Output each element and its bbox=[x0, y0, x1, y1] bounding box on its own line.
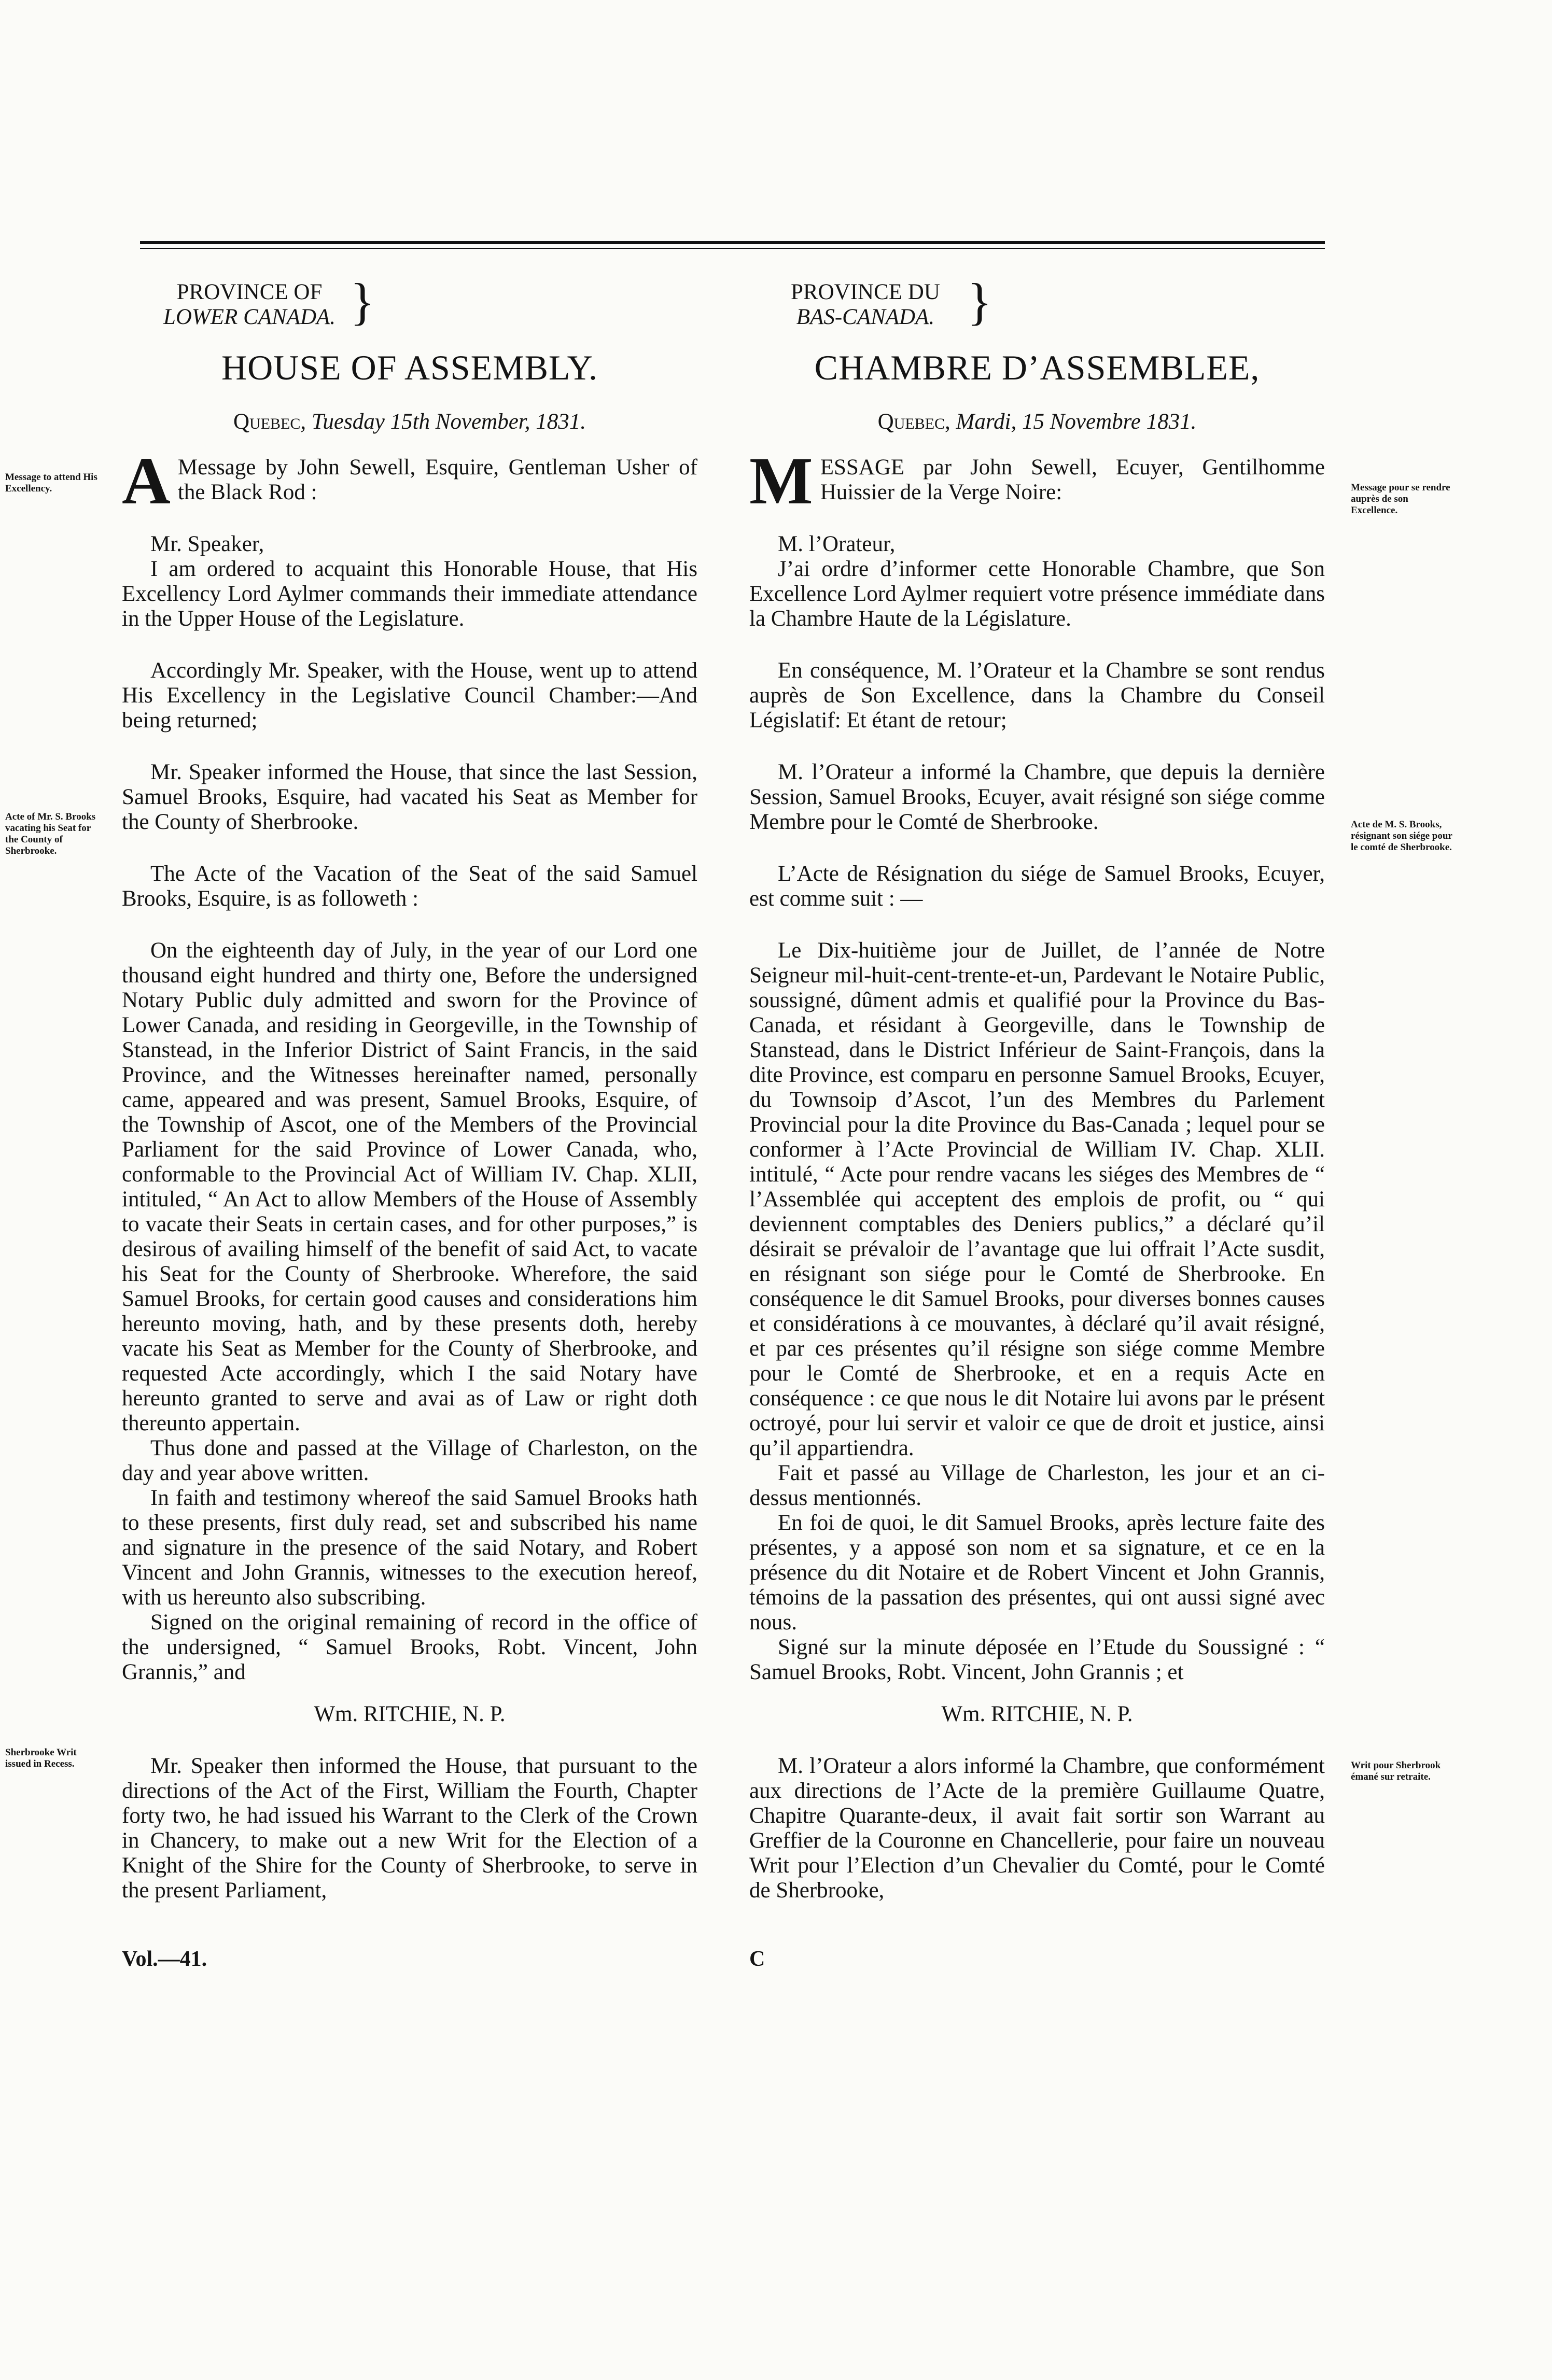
province-line-1-fr: PROVINCE DU bbox=[791, 280, 940, 304]
province-line-1: PROVINCE OF bbox=[176, 280, 323, 304]
paragraph-address: Mr. Speaker, bbox=[150, 532, 264, 556]
top-rule-thick bbox=[140, 241, 1325, 244]
paragraph-writ: Mr. Speaker then informed the House, that pursuant to the directions of the Act of the First, William the Fourth, Chapter forty two, he had issued his Warrant to the Clerk of the Crown in Chancery, to make out a new Writ for the Election of a Knight of the Shire for the County of Sherbrooke, to serve in the present Parliament, bbox=[122, 1754, 697, 1903]
province-heading bbox=[163, 273, 697, 337]
paragraph-message-fr: MESSAGE par John Sewell, Ecuyer, Gentilhomme Huissier de la Verge Noire: bbox=[749, 444, 1325, 518]
paragraph-acte-intro: The Acte of the Vacation of the Seat of the said Samuel Brooks, Esquire, is as followeth : bbox=[122, 862, 697, 911]
paragraph-accordingly-fr: En conséquence, M. l’Orateur et la Chambre se sont rendus auprès de Son Excellence, dans la Chambre du Conseil Législatif: Et étant de retour; bbox=[749, 658, 1325, 733]
margin-note-left-2: Acte of Mr. S. Brooks vacating his Seat for the County of Sherbrooke. bbox=[5, 811, 96, 856]
brace-glyph-fr: } bbox=[967, 273, 992, 330]
paragraph-testimony-fr: En foi de quoi, le dit Samuel Brooks, après lecture faite des présentes, y a apposé son nom et sa signature, et ce en la présence du dit Notaire et de Robert Vincent et John Grannis, témoins de la passation des présentes, qui ont aussi signé avec nous. bbox=[749, 1511, 1325, 1635]
paragraph-message: A Message by John Sewell, Esquire, Gentleman Usher of the Black Rod : bbox=[122, 444, 697, 518]
paragraph-acte-intro-fr: L’Acte de Résignation du siége de Samuel Brooks, Ecuyer, est comme suit : — bbox=[749, 862, 1325, 911]
paragraph-signed-fr: Signé sur la minute déposée en l’Etude du Soussigné : “ Samuel Brooks, Robt. Vincent, John Grannis ; et bbox=[749, 1635, 1325, 1684]
page-title-fr: CHAMBRE D’ASSEMBLEE, bbox=[814, 348, 1260, 387]
signature-mark-footer: C bbox=[749, 1947, 765, 1971]
paragraph-accordingly: Accordingly Mr. Speaker, with the House, went up to attend His Excellency in the Legislative Council Chamber:—And being returned; bbox=[122, 658, 697, 733]
margin-note-right-2: Acte de M. S. Brooks, résignant son siége pour le comté de Sherbrooke. bbox=[1351, 819, 1452, 853]
margin-note-right-1: Message pour se rendre auprès de son Excellence. bbox=[1351, 482, 1450, 516]
paragraph-order: I am ordered to acquaint this Honorable House, that His Excellency Lord Aylmer commands their immediate attendance in the Upper House of the Legislature. bbox=[122, 557, 697, 631]
notary-signature-fr: Wm. RITCHIE, N. P. bbox=[941, 1702, 1133, 1726]
top-rule-thin bbox=[140, 248, 1325, 249]
french-column bbox=[749, 273, 1325, 1971]
date-place-fr: Quebec, bbox=[877, 410, 950, 434]
margin-note-left-1: Message to attend His Excellency. bbox=[5, 472, 97, 494]
paragraph-writ-fr: M. l’Orateur a alors informé la Chambre, que conformément aux directions de l’Acte de la première Guillaume Quatre, Chapitre Quarante-deux, il avait fait sortir son Warrant au Greffier de la Couronne en Chancellerie, pour faire un nouveau Writ pour l’Election d’un Chevalier du Comté, pour le Comté de Sherbrooke, bbox=[749, 1754, 1325, 1903]
paragraph-acte-body: On the eighteenth day of July, in the year of our Lord one thousand eight hundred and thirty one, Before the undersigned Notary Public duly admitted and sworn for the Province of Lower Canada, and residing in Georgeville, in the Township of Stanstead, in the Inferior District of Saint Francis, in the said Province, and the Witnesses hereinafter named, personally came, appeared and was present, Samuel Brooks, Esquire, of the Township of Ascot, one of the Members of the Provincial Parliament for the said Province of Lower Canada, who, conformable to the Provincial Act of William IV. Chap. XLII, intituled, “ An Act to allow Members of the House of Assembly to vacate their Seats in certain cases, and for other purposes,” is desirous of availing himself of the benefit of said Act, to vacate his Seat for the County of Sherbrooke. Wherefore, the said Samuel Brooks, for certain good causes and considerations him hereunto moving, hath, and by these presents doth, hereby vacate his Seat as Member for the County of Sherbrooke, and requested Acte accordingly, which I the said Notary have hereunto granted to serve and avai as of Law or right doth thereunto appertain. bbox=[122, 938, 697, 1435]
drop-cap: A bbox=[122, 444, 171, 518]
drop-cap-fr: M bbox=[749, 444, 813, 518]
date-place: Quebec, bbox=[233, 410, 306, 434]
date-text: Tuesday 15th November, 1831. bbox=[311, 410, 586, 434]
notary-signature: Wm. RITCHIE, N. P. bbox=[314, 1702, 506, 1726]
dateline bbox=[122, 409, 697, 434]
paragraph-acte-body-fr: Le Dix-huitième jour de Juillet, de l’année de Notre Seigneur mil-huit-cent-trente-et-un, Pardevant le Notaire Public, soussigné, dûment admis et qualifié pour la Province du Bas-Canada, et résidant à Georgeville, dans le Township de Stanstead, dans le District Inférieur de Saint-François, dans la dite Province, est comparu en personne Samuel Brooks, Ecuyer, du Townsoip d’Ascot, l’un des Membres du Parlement Provincial pour la dite Province du Bas-Canada ; lequel pour se conformer à l’Acte Provincial de William IV. Chap. XLII. intitulé, “ Acte pour rendre vacans les siéges des Membres de “ l’Assemblée qui acceptent des emplois de profit, ou “ qui deviennent comptables des Deniers publics,” a déclaré qu’il désirait se prévaloir de l’avantage que lui offrait l’Acte susdit, en résignant son siége pour le Comté de Sherbrooke. En conséquence le dit Samuel Brooks, pour diverses bonnes causes et considérations à ce mouvantes, à déclaré qu’il avait résigné, et par ces présentes qu’il résigne son siége comme Membre pour le Comté de Sherbrooke, et en a requis Acte en conséquence : ce que nous le dit Notaire lui avons par le présent octroyé, pour lui servir et valoir ce que de droit et justice, ainsi qu’il appartiendra. bbox=[749, 938, 1325, 1460]
english-column bbox=[122, 273, 697, 1971]
brace-glyph: } bbox=[350, 273, 375, 330]
paragraph-testimony: In faith and testimony whereof the said Samuel Brooks hath to these presents, first duly read, set and subscribed his name and signature in the presence of the said Notary, and Robert Vincent and John Grannis, witnesses to the execution hereof, with us hereunto also subscribing. bbox=[122, 1486, 697, 1610]
paragraph-address-fr: M. l’Orateur, bbox=[778, 532, 896, 556]
page-title: HOUSE OF ASSEMBLY. bbox=[221, 348, 598, 387]
province-heading-fr bbox=[791, 273, 1325, 337]
paragraph-done-fr: Fait et passé au Village de Charleston, les jour et an ci-dessus mentionnés. bbox=[749, 1461, 1325, 1510]
margin-note-left-3: Sherbrooke Writ issued in Recess. bbox=[5, 1747, 77, 1769]
paragraph-signed: Signed on the original remaining of record in the office of the undersigned, “ Samuel Brooks, Robt. Vincent, John Grannis,” and bbox=[122, 1610, 697, 1684]
paragraph-vacancy: Mr. Speaker informed the House, that since the last Session, Samuel Brooks, Esquire, had vacated his Seat as Member for the County of Sherbrooke. bbox=[122, 760, 697, 834]
paragraph-vacancy-fr: M. l’Orateur a informé la Chambre, que depuis la dernière Session, Samuel Brooks, Ecuyer, avait résigné son siége comme Membre pour le Comté de Sherbrooke. bbox=[749, 760, 1325, 834]
paragraph-done: Thus done and passed at the Village of Charleston, on the day and year above written. bbox=[122, 1436, 697, 1485]
volume-footer: Vol.—41. bbox=[122, 1947, 207, 1971]
margin-note-right-3: Writ pour Sherbrook émané sur retraite. bbox=[1351, 1760, 1441, 1782]
province-line-2-fr: BAS-CANADA. bbox=[796, 305, 935, 329]
province-line-2: LOWER CANADA. bbox=[163, 305, 336, 329]
paragraph-order-fr: J’ai ordre d’informer cette Honorable Chambre, que Son Excellence Lord Aylmer requiert votre présence immédiate dans la Chambre Haute de la Législature. bbox=[749, 557, 1325, 631]
date-text-fr: Mardi, 15 Novembre 1831. bbox=[956, 410, 1197, 434]
dateline-fr bbox=[749, 409, 1325, 434]
